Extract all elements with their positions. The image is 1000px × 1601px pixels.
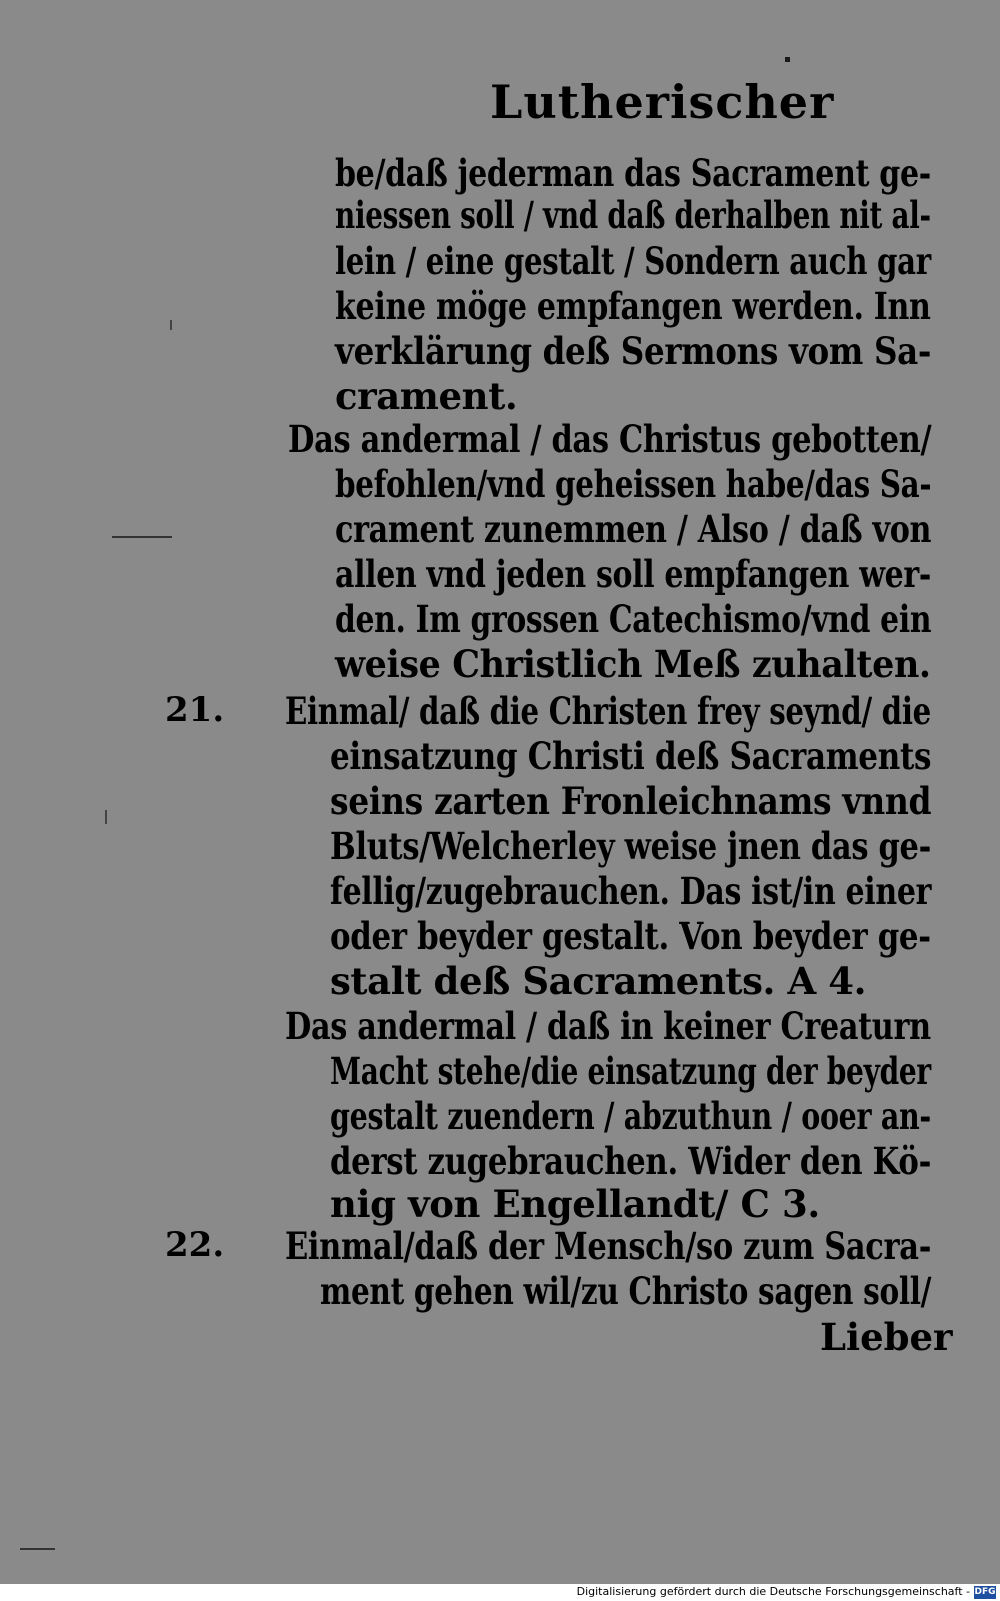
text-line: Bluts/Welcherley weise jnen das ge- — [330, 824, 931, 868]
text-line: allen vnd jeden soll empfangen wer- — [335, 552, 931, 596]
scan-speck — [785, 57, 790, 62]
text-line: befohlen/vnd geheissen habe/das Sa- — [335, 462, 932, 506]
text-line: lein / eine gestalt / Sondern auch gar — [335, 239, 931, 283]
text-line: Einmal/ daß die Christen frey seynd/ die — [285, 689, 931, 733]
text-line: Macht stehe/die einsatzung der beyder — [330, 1049, 931, 1093]
text-line: seins zarten Fronleichnams vnnd — [330, 779, 932, 823]
text-line: nig von Engellandt/ C 3. — [330, 1182, 820, 1226]
text-line: keine möge empfangen werden. Inn — [335, 284, 931, 328]
text-line: be/daß jederman das Sacrament ge- — [335, 151, 931, 195]
margin-number: 21. — [165, 690, 225, 730]
text-line: einsatzung Christi deß Sacraments — [330, 734, 932, 778]
text-line: fellig/zugebrauchen. Das ist/in einer — [330, 869, 932, 913]
text-line: Das andermal / daß in keiner Creaturn — [285, 1004, 931, 1048]
text-line: Einmal/daß der Mensch/so zum Sacra- — [285, 1224, 932, 1268]
text-line: den. Im grossen Catechismo/vnd ein — [335, 597, 932, 641]
text-line: crament. — [335, 374, 518, 418]
scan-speck — [105, 810, 107, 824]
text-line: crament zunemmen / Also / daß von — [335, 507, 932, 551]
text-line: verklärung deß Sermons vom Sa- — [335, 329, 932, 373]
scan-speck — [170, 320, 172, 330]
text-line: gestalt zuendern / abzuthun / ooer an- — [330, 1094, 931, 1138]
text-line: niessen soll / vnd daß derhalben nit al- — [335, 193, 931, 237]
catchword: Lieber — [820, 1315, 953, 1359]
running-title: Lutherischer — [490, 75, 835, 129]
text-line: stalt deß Sacraments. A 4. — [330, 959, 867, 1003]
scan-speck — [20, 1548, 55, 1550]
digitization-credit: Digitalisierung gefördert durch die Deutsche Forschungsgemeinschaft - — [576, 1585, 970, 1598]
text-line: oder beyder gestalt. Von beyder ge- — [330, 914, 931, 958]
text-line: Das andermal / das Christus gebotten/ — [288, 417, 932, 461]
text-line: ment gehen wil/zu Christo sagen soll/ — [320, 1269, 932, 1313]
margin-number: 22. — [165, 1225, 225, 1265]
text-line: weise Christlich Meß zuhalten. — [335, 642, 931, 686]
scan-speck — [112, 536, 172, 538]
dfg-logo: DFG — [974, 1587, 996, 1597]
text-line: derst zugebrauchen. Wider den Kö- — [330, 1139, 932, 1183]
